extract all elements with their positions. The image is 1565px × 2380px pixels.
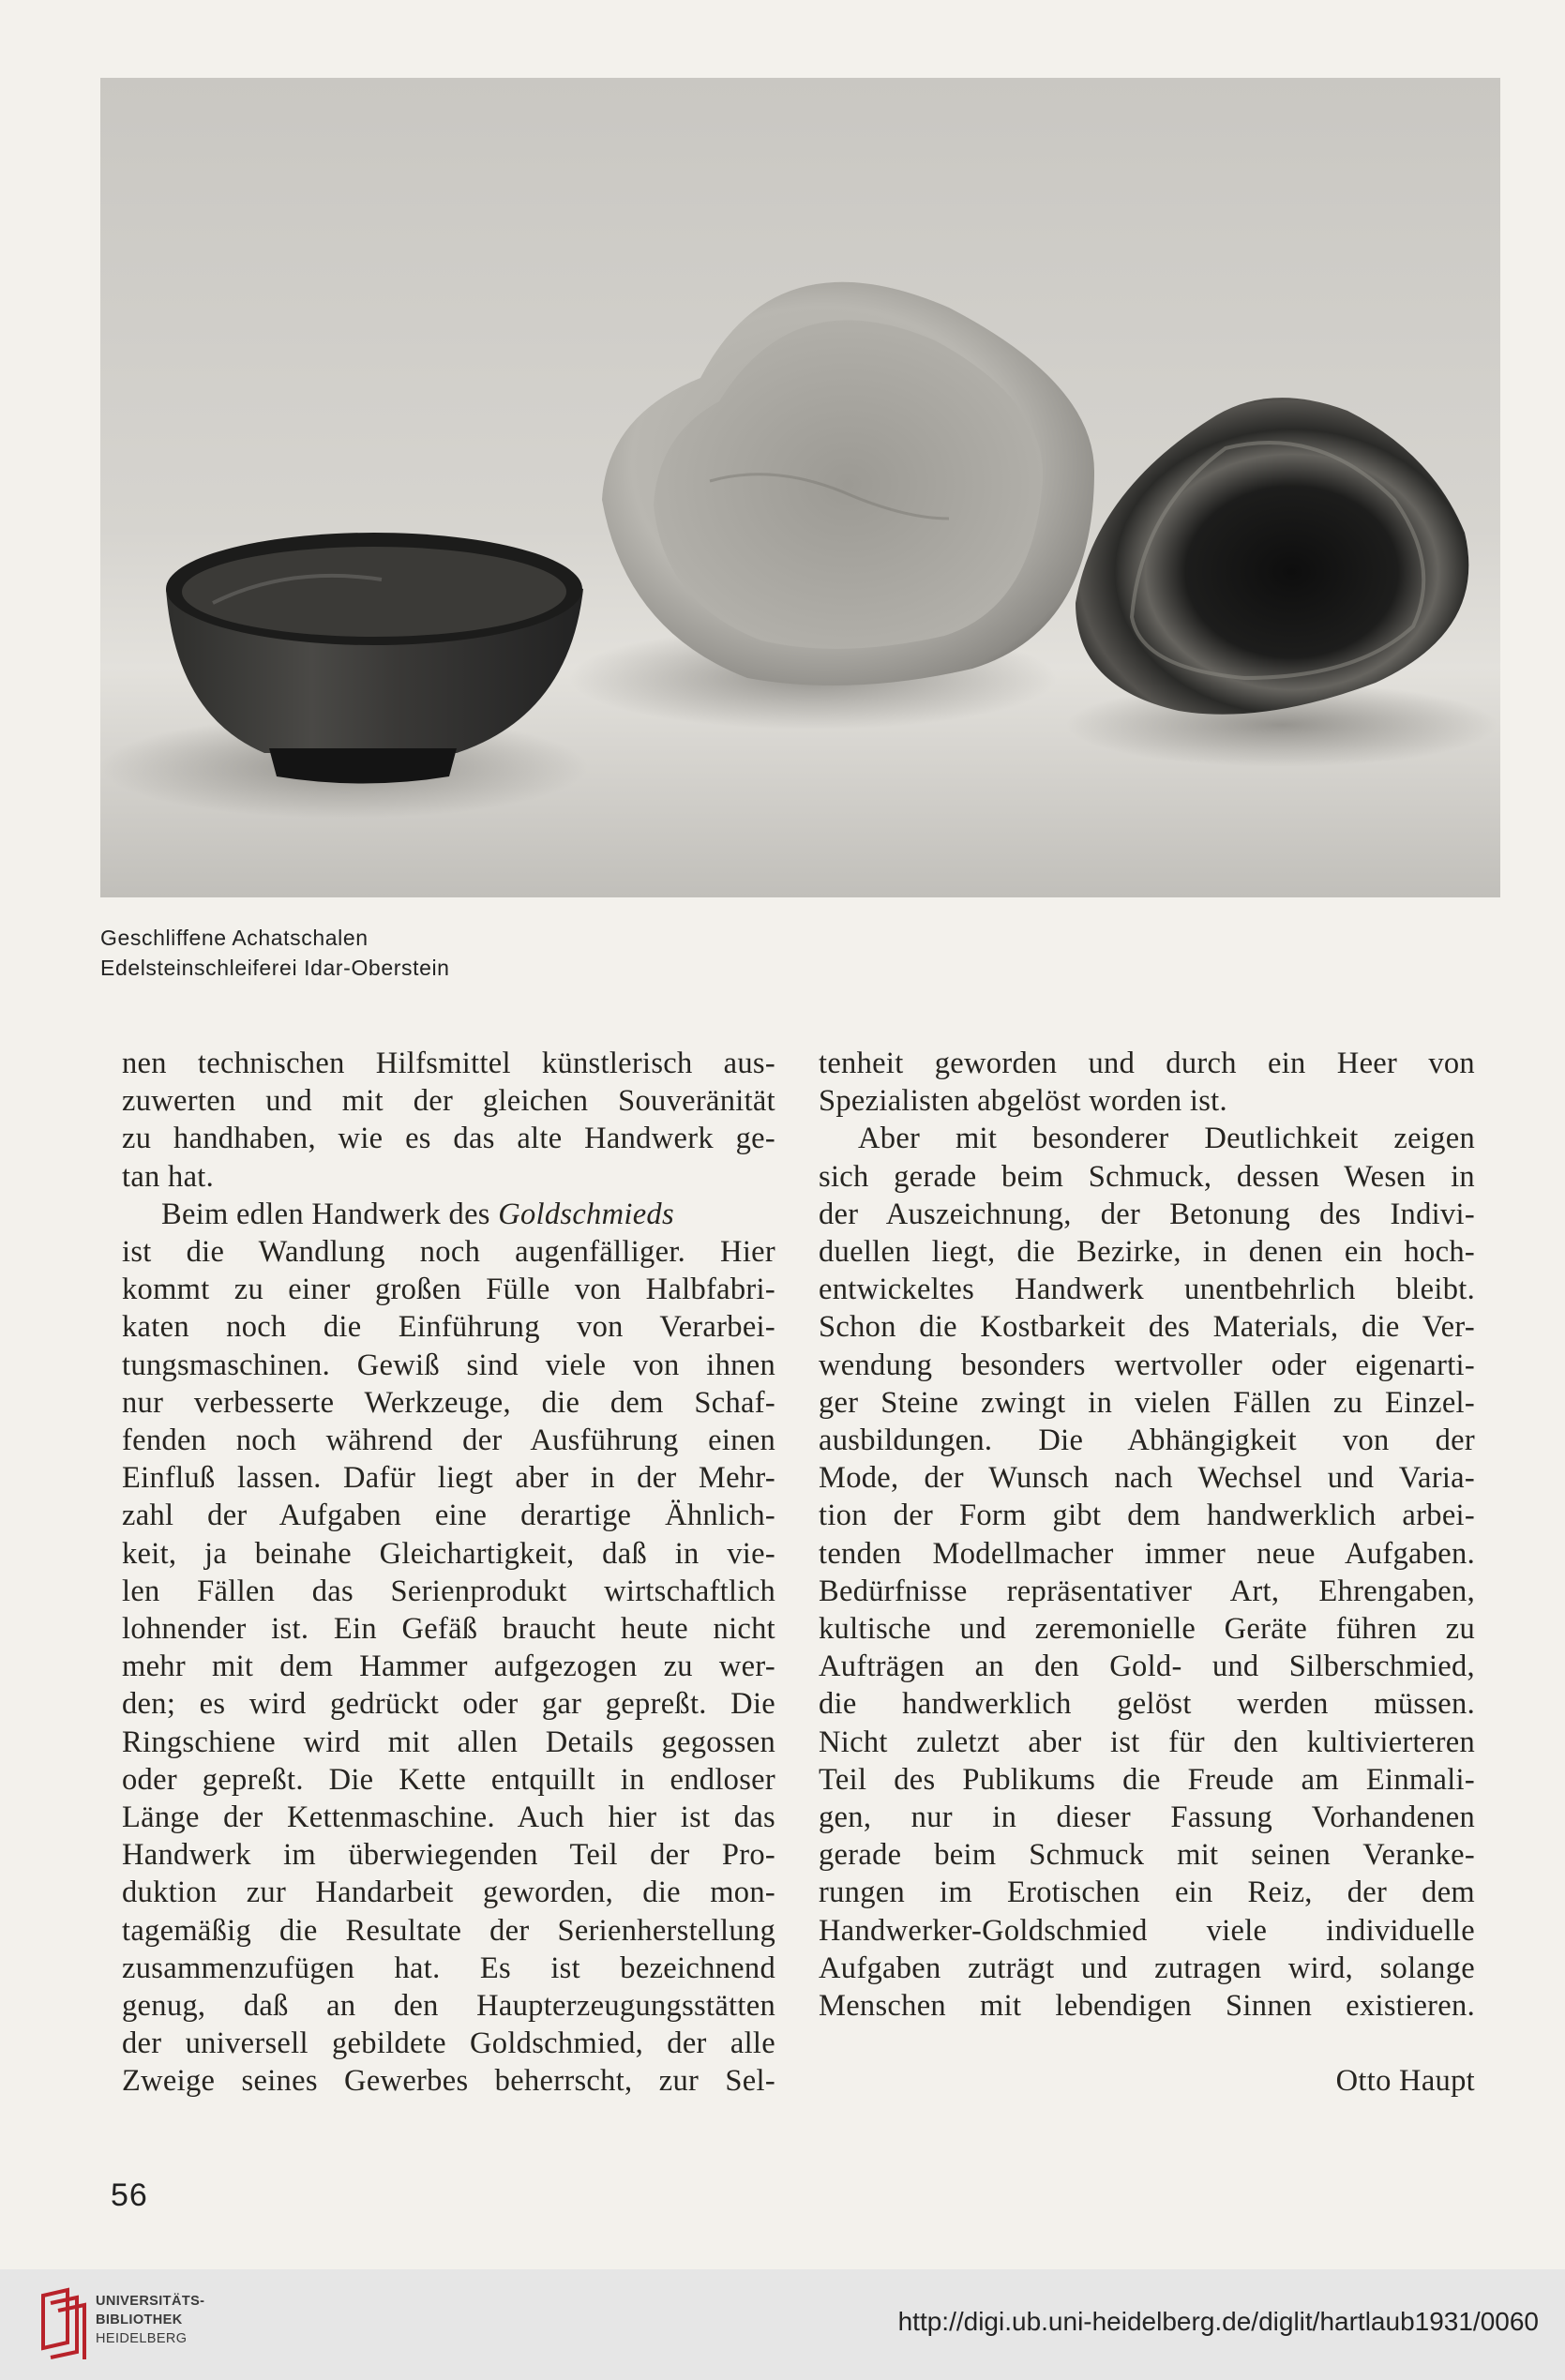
text-line: Spezialisten abgelöst worden ist.: [819, 1084, 1227, 1119]
text-line: kultische und zeremonielle Geräte führen zu: [819, 1612, 1475, 1647]
agate-bowls-image: [100, 78, 1500, 897]
text-line: katen noch die Einführung von Verarbei-: [122, 1310, 775, 1345]
text-line: der Auszeichnung, der Betonung des Indivi-: [819, 1197, 1475, 1231]
text-line: oder gepreßt. Die Kette entquillt in endloser: [122, 1762, 775, 1797]
library-footer-bar: [0, 2269, 1565, 2380]
text-line: duellen liegt, die Bezirke, in denen ein hoch-: [819, 1235, 1475, 1270]
text-line: Handwerker-Goldschmied viele individuelle: [819, 1913, 1475, 1948]
text-line: mehr mit dem Hammer aufgezogen zu wer-: [122, 1649, 775, 1684]
text-line: entwickeltes Handwerk unentbehrlich bleibt.: [819, 1273, 1475, 1307]
text-line: Länge der Kettenmaschine. Auch hier ist das: [122, 1800, 775, 1835]
text-line: nen technischen Hilfsmittel künstlerisch aus-: [122, 1047, 775, 1080]
text-line: ausbildungen. Die Abhängigkeit von der: [819, 1423, 1475, 1458]
text-line: den; es wird gedrückt oder gar gepreßt. Die: [122, 1687, 775, 1722]
text-line: tenheit geworden und durch ein Heer von: [819, 1047, 1475, 1080]
text-line: zu handhaben, wie es das alte Handwerk ge-: [122, 1122, 775, 1156]
text-line: fenden noch während der Ausführung einen: [122, 1423, 775, 1458]
text-line: tungsmaschinen. Gewiß sind viele von ihnen: [122, 1348, 775, 1382]
text-line: keit, ja beinahe Gleichartigkeit, daß in vie-: [122, 1536, 775, 1571]
text-line: Ringschiene wird mit allen Details gegossen: [122, 1725, 775, 1759]
text-line: Aufträgen an den Gold- und Silberschmied,: [819, 1649, 1475, 1684]
photo-caption: [100, 923, 450, 983]
text-column-right: [819, 1045, 1475, 2101]
text-line: wendung besonders wertvoller oder eigenarti-: [819, 1348, 1475, 1382]
text-line: zahl der Aufgaben eine derartige Ähnlich-: [122, 1499, 775, 1533]
text-line: Menschen mit lebendigen Sinnen existieren.: [819, 1989, 1475, 2024]
library-name: [96, 2292, 204, 2348]
text-line: die handwerklich gelöst werden müssen.: [819, 1687, 1475, 1722]
text-line: Aber mit besonderer Deutlichkeit zeigen: [858, 1122, 1475, 1156]
text-line: rungen im Erotischen ein Reiz, der dem: [819, 1875, 1475, 1910]
text-line: Schon die Kostbarkeit des Materials, die Ver-: [819, 1310, 1475, 1345]
text-line: nur verbesserte Werkzeuge, die dem Schaf-: [122, 1385, 775, 1420]
photograph-agate-bowls: [100, 78, 1500, 897]
text-line: tion der Form gibt dem handwerklich arbei-: [819, 1499, 1475, 1533]
text-line: zusammenzufügen hat. Es ist bezeichnend: [122, 1951, 775, 1985]
text-line: [122, 1196, 775, 1233]
logo-mark: [39, 2286, 88, 2363]
text-line: Teil des Publikums die Freude am Einmali-: [819, 1762, 1475, 1797]
text-line: tan hat.: [122, 1159, 215, 1194]
text-line: gerade beim Schmuck mit seinen Veranke-: [819, 1838, 1475, 1873]
text-line: Zweige seines Gewerbes beherrscht, zur Sel-: [122, 2064, 775, 2099]
text-line: Handwerk im überwiegenden Teil der Pro-: [122, 1838, 775, 1873]
page-number: 56: [111, 2177, 148, 2213]
text-column-left: [122, 1045, 775, 2101]
permalink-url[interactable]: http://digi.ub.uni-heidelberg.de/diglit/hartlaub1931/0060: [897, 2307, 1539, 2336]
text-line: Aufgaben zuträgt und zutragen wird, solange: [819, 1951, 1475, 1985]
library-name-line: HEIDELBERG: [96, 2331, 188, 2346]
caption-source: Edelsteinschleiferei Idar-Oberstein: [100, 956, 450, 980]
author-signature: Otto Haupt: [1335, 2064, 1475, 2099]
spacer: [819, 2025, 1475, 2062]
text-line-start: Beim edlen Handwerk des: [161, 1197, 499, 1231]
ub-heidelberg-logo-icon[interactable]: [39, 2286, 88, 2363]
text-line: genug, daß an den Haupterzeugungsstätten: [122, 1989, 775, 2024]
text-line: lohnender ist. Ein Gefäß braucht heute nicht: [122, 1612, 775, 1647]
text-line: Bedürfnisse repräsentativer Art, Ehrengaben,: [819, 1574, 1475, 1608]
text-line: zuwerten und mit der gleichen Souveränität: [122, 1084, 775, 1119]
text-line: gen, nur in dieser Fassung Vorhandenen: [819, 1800, 1475, 1835]
caption-title: Geschliffene Achatschalen: [100, 926, 369, 950]
text-line: der universell gebildete Goldschmied, der alle: [122, 2026, 775, 2061]
text-line: tagemäßig die Resultate der Serienherstellung: [122, 1913, 775, 1948]
text-line: kommt zu einer großen Fülle von Halbfabri-: [122, 1273, 775, 1307]
text-line: Nicht zuletzt aber ist für den kultivierteren: [819, 1725, 1475, 1759]
text-line: tenden Modellmacher immer neue Aufgaben.: [819, 1536, 1475, 1571]
text-line: Einfluß lassen. Dafür liegt aber in der Mehr-: [122, 1461, 775, 1496]
library-name-line: BIBLIOTHEK: [96, 2312, 183, 2327]
text-line: duktion zur Handarbeit geworden, die mon-: [122, 1875, 775, 1910]
text-line: len Fällen das Serienprodukt wirtschaftlich: [122, 1574, 775, 1608]
text-line: ger Steine zwingt in vielen Fällen zu Einzel-: [819, 1385, 1475, 1420]
text-line: ist die Wandlung noch augenfälliger. Hier: [122, 1235, 775, 1270]
text-line: sich gerade beim Schmuck, dessen Wesen in: [819, 1159, 1475, 1194]
text-line: Mode, der Wunsch nach Wechsel und Varia-: [819, 1461, 1475, 1496]
library-name-line: UNIVERSITÄTS-: [96, 2294, 205, 2309]
italic-term: Goldschmieds: [498, 1197, 674, 1231]
